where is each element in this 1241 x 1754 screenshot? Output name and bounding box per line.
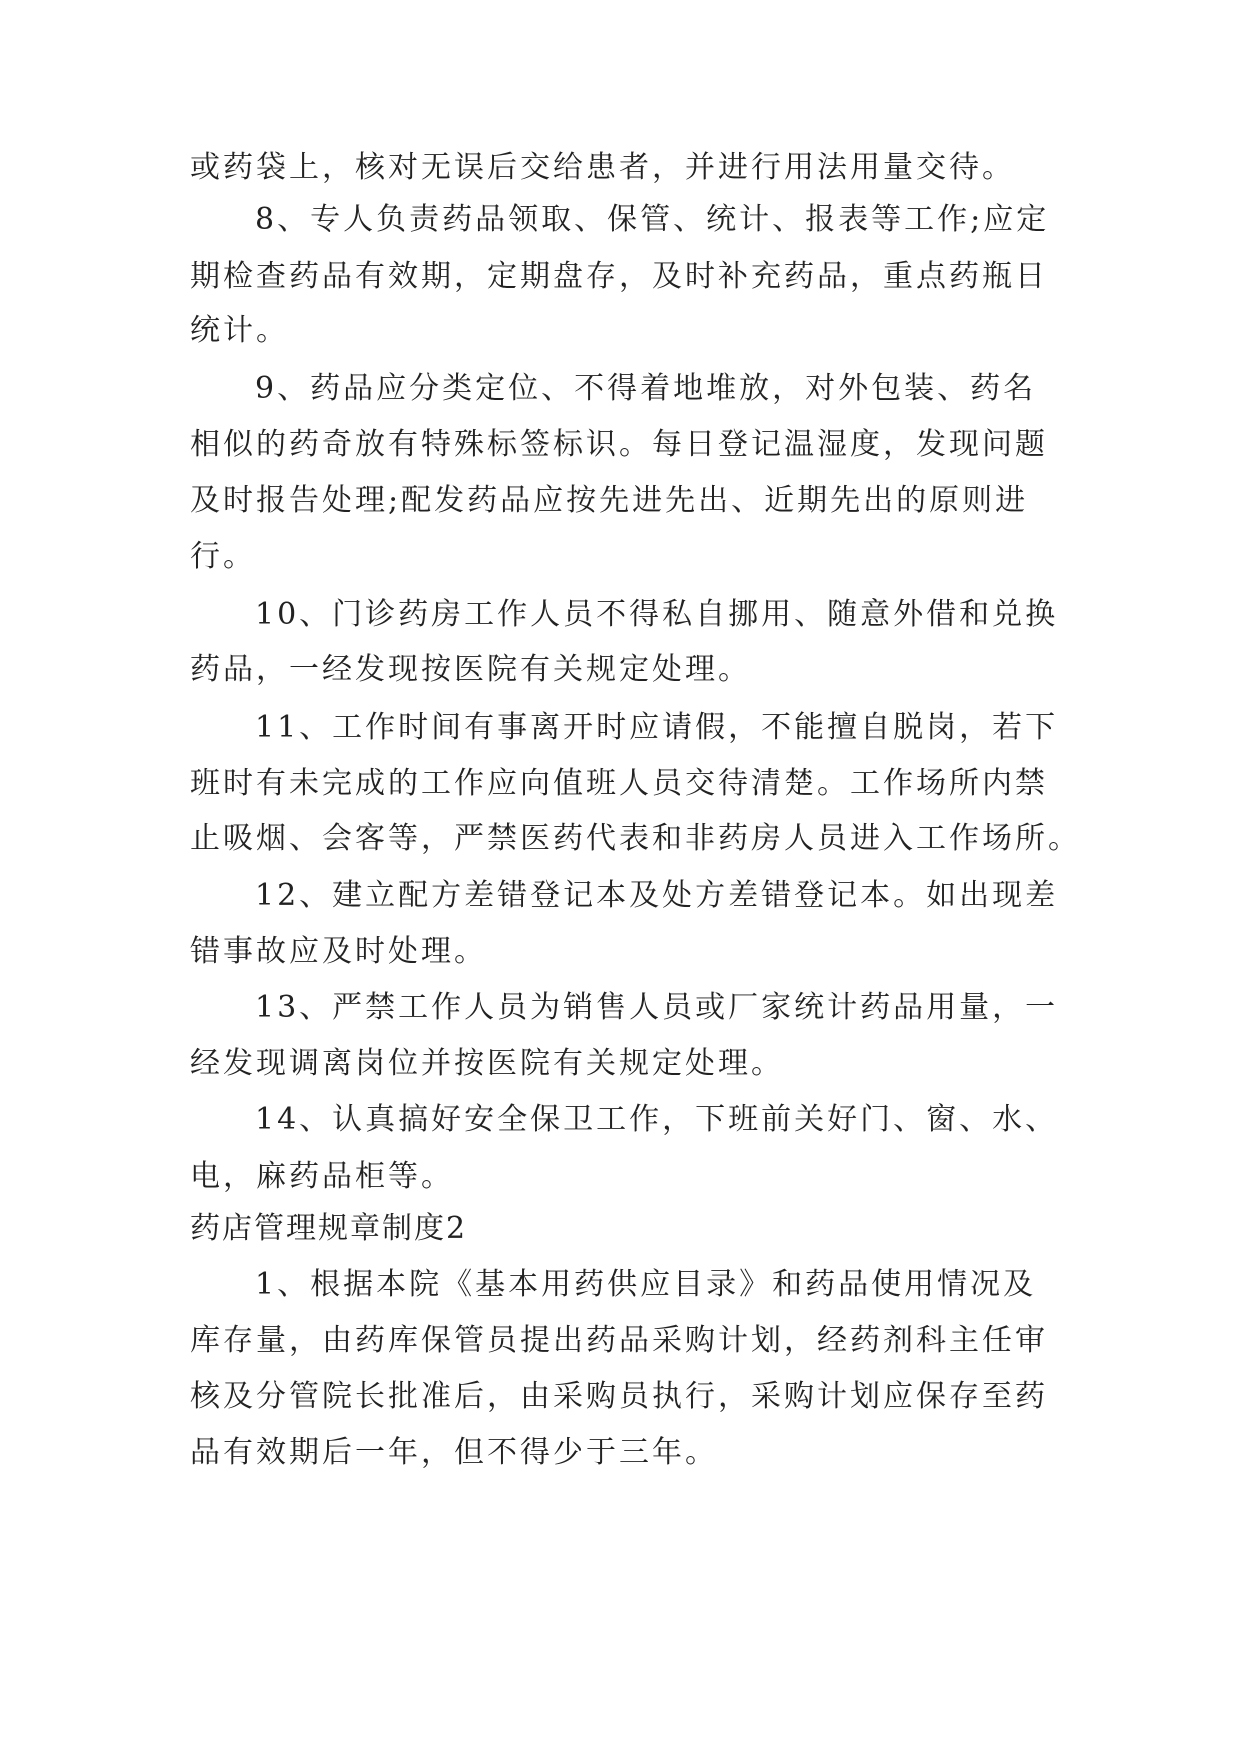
paragraph-line: 11、工作时间有事离开时应请假，不能擅自脱岗，若下	[255, 710, 1059, 745]
paragraph-line: 止吸烟、会客等，严禁医药代表和非药房人员进入工作场所。	[190, 821, 1081, 856]
paragraph-line: 药品，一经发现按医院有关规定处理。	[190, 652, 751, 687]
paragraph-line: 电，麻药品柜等。	[190, 1159, 454, 1194]
paragraph-line: 1、根据本院《基本用药供应目录》和药品使用情况及	[255, 1267, 1037, 1302]
paragraph-line: 相似的药奇放有特殊标签标识。每日登记温湿度，发现问题	[190, 427, 1048, 462]
paragraph-line: 经发现调离岗位并按医院有关规定处理。	[190, 1046, 784, 1081]
paragraph-line: 库存量，由药库保管员提出药品采购计划，经药剂科主任审	[190, 1323, 1048, 1358]
paragraph-line: 错事故应及时处理。	[190, 934, 487, 969]
paragraph-line: 及时报告处理;配发药品应按先进先出、近期先出的原则进	[190, 483, 1029, 518]
paragraph-line: 12、建立配方差错登记本及处方差错登记本。如出现差	[255, 878, 1059, 913]
paragraph-line: 13、严禁工作人员为销售人员或厂家统计药品用量，一	[255, 990, 1059, 1025]
paragraph-line: 14、认真搞好安全保卫工作，下班前关好门、窗、水、	[255, 1102, 1059, 1137]
paragraph-line: 或药袋上，核对无误后交给患者，并进行用法用量交待。	[190, 150, 1015, 185]
paragraph-line: 统计。	[190, 313, 289, 348]
paragraph-line: 10、门诊药房工作人员不得私自挪用、随意外借和兑换	[255, 597, 1059, 632]
paragraph-line: 行。	[190, 539, 256, 574]
paragraph-line: 核及分管院长批准后，由采购员执行，采购计划应保存至药	[190, 1379, 1048, 1414]
paragraph-line: 品有效期后一年，但不得少于三年。	[190, 1435, 718, 1470]
paragraph-line: 9、药品应分类定位、不得着地堆放，对外包装、药名	[255, 371, 1037, 406]
paragraph-line: 8、专人负责药品领取、保管、统计、报表等工作;应定	[255, 202, 1050, 237]
paragraph-line: 班时有未完成的工作应向值班人员交待清楚。工作场所内禁	[190, 766, 1048, 801]
paragraph-line: 期检查药品有效期，定期盘存，及时补充药品，重点药瓶日	[190, 259, 1048, 294]
section-heading: 药店管理规章制度2	[190, 1211, 468, 1246]
